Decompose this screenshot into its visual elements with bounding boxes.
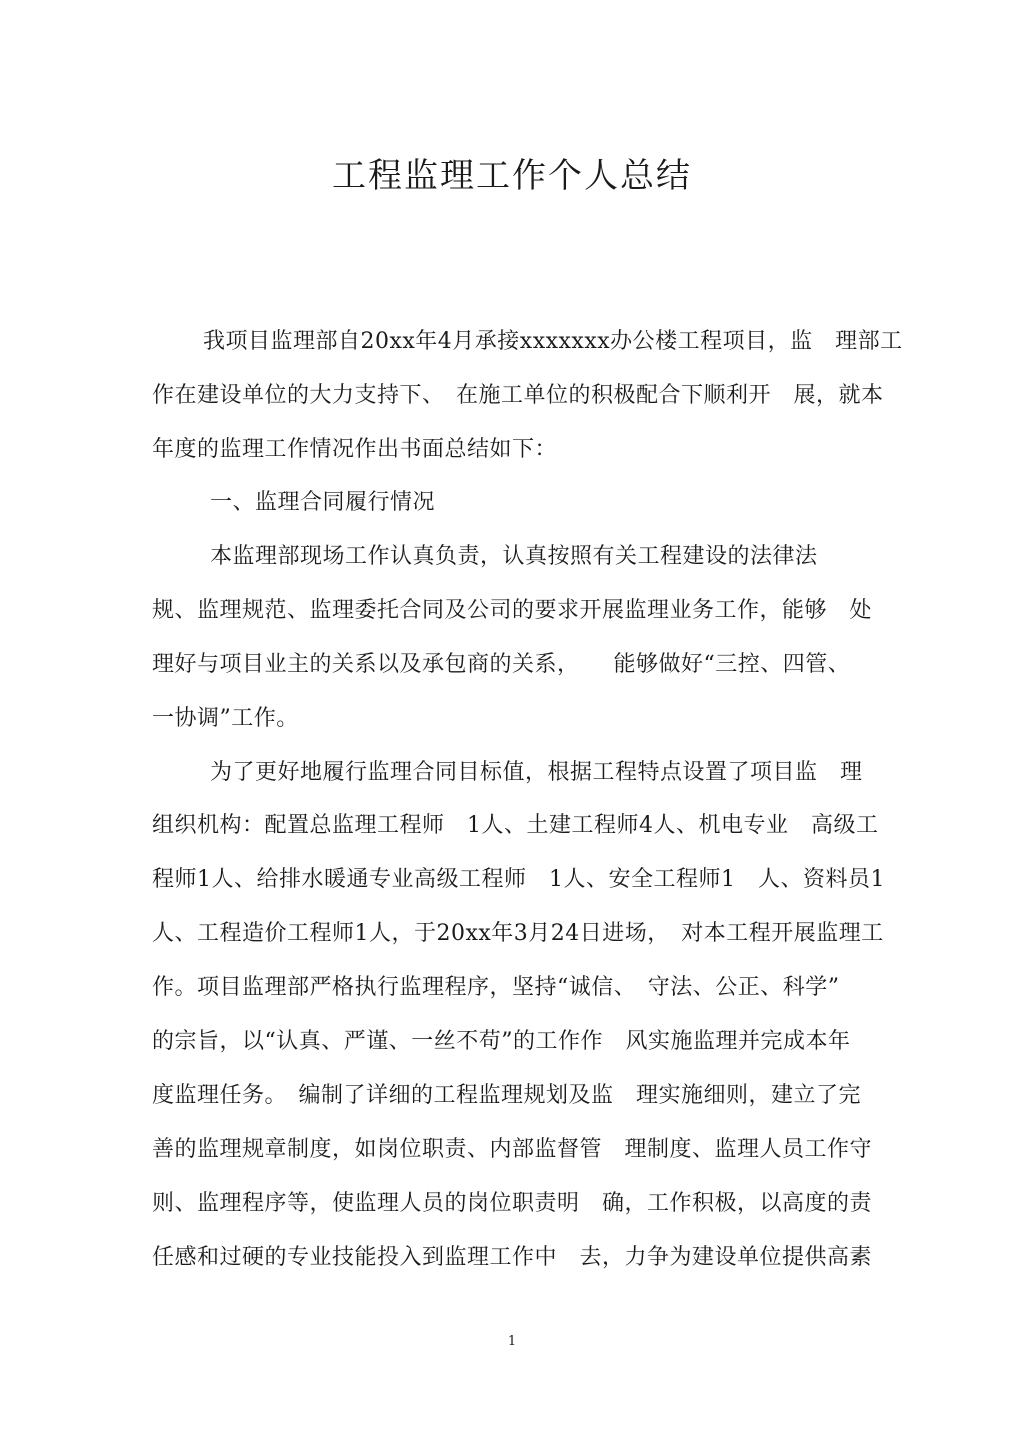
body-line: 人、工程造价工程师1人，于20xx年3月24日进场， 对本工程开展监理工 — [152, 921, 884, 946]
body-line: 我项目监理部自20xx年4月承接xxxxxxx办公楼工程项目，监 理部工 — [203, 329, 903, 354]
body-line: 年度的监理工作情况作出书面总结如下： — [152, 437, 558, 462]
body-line: 组织机构：配置总监理工程师 1人、土建工程师4人、机电专业 高级工 — [152, 813, 879, 838]
body-line: 理好与项目业主的关系以及承包商的关系， 能够做好“三控、四管、 — [152, 652, 851, 677]
section-heading: 一、监理合同履行情况 — [210, 490, 436, 515]
page-number: 1 — [507, 1334, 517, 1349]
body-line: 善的监理规章制度，如岗位职责、内部监督管 理制度、监理人员工作守 — [152, 1137, 873, 1162]
body-line: 则、监理程序等，使监理人员的岗位职责明 确，工作积极，以高度的责 — [152, 1191, 873, 1216]
body-line: 的宗旨，以“认真、严谨、一丝不苟”的工作作 风实施监理并完成本年 — [152, 1029, 851, 1054]
body-line: 作。项目监理部严格执行监理程序，坚持“诚信、 守法、公正、科学” — [152, 975, 840, 1000]
body-line: 本监理部现场工作认真负责，认真按照有关工程建设的法律法 — [210, 544, 818, 569]
document-title: 工程监理工作个人总结 — [332, 156, 692, 196]
body-line: 度监理任务。 编制了详细的工程监理规划及监 理实施细则，建立了完 — [152, 1083, 862, 1108]
body-line: 规、监理规范、监理委托合同及公司的要求开展监理业务工作，能够 处 — [152, 598, 873, 623]
body-line: 一协调”工作。 — [152, 706, 299, 731]
body-line: 为了更好地履行监理合同目标值，根据工程特点设置了项目监 理 — [210, 760, 863, 785]
body-line: 程师1人、给排水暖通专业高级工程师 1人、安全工程师1 人、资料员1 — [152, 867, 885, 892]
body-line: 作在建设单位的大力支持下、 在施工单位的积极配合下顺利开 展，就本 — [152, 383, 884, 408]
body-line: 任感和过硬的专业技能投入到监理工作中 去，力争为建设单位提供高素 — [152, 1245, 873, 1270]
